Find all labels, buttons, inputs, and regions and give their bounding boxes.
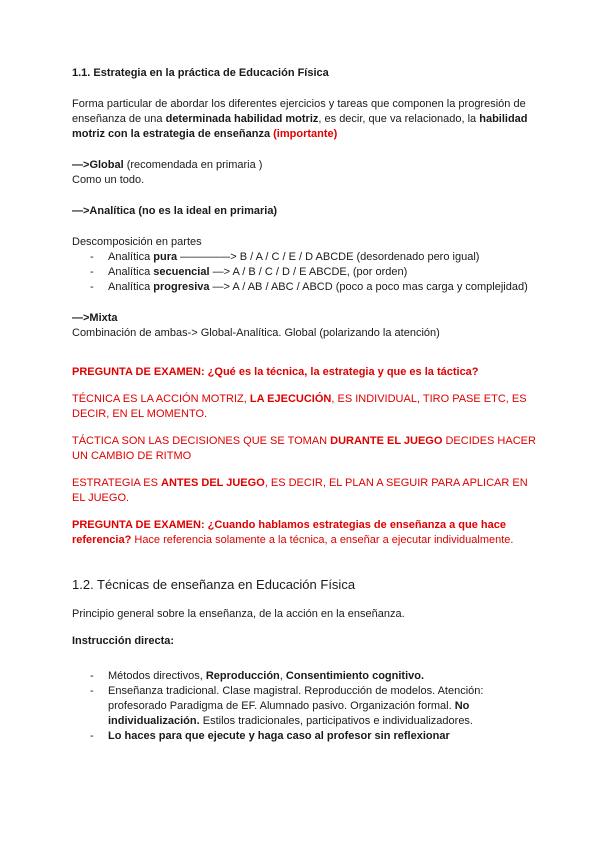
def-bold-2: habilidad motriz con la estrategia de enseñanza (72, 113, 528, 140)
exam-question-1: PREGUNTA DE EXAMEN: ¿Qué es la técnica, la estrategia y que es la táctica? (72, 366, 479, 378)
global-arrow: —> (72, 159, 90, 171)
important-tag: (importante) (273, 128, 338, 140)
estrategia-definition: ESTRATEGIA ES ANTES DEL JUEGO, ES DECIR, EL PLAN A SEGUIR PARA APLICAR EN EL JUEGO. (72, 477, 528, 504)
list-item: - Lo haces para que ejecute y haga caso al profesor sin reflexionar (90, 729, 540, 744)
list-item: - Enseñanza tradicional. Clase magistral. Reproducción de modelos. Atención: profesorado Paradigma de EF. Alumnado pasivo. Organización formal. No individualización. Estilos tradicionales, participativos e individualizadores. (90, 684, 540, 729)
analitica-list (72, 250, 540, 295)
def-bold-1: determinada habilidad motriz (165, 113, 319, 125)
instruccion-directa-heading: Instrucción directa: (72, 635, 175, 647)
list-item: - Analítica pura ———–—> B / A / C / E / D ABCDE (desordenado pero igual) (90, 250, 540, 265)
tecnica-definition: TÉCNICA ES LA ACCIÓN MOTRIZ, LA EJECUCIÓN, ES INDIVIDUAL, TIRO PASE ETC, ES DECIR, EN EL MOMENTO. (72, 393, 527, 420)
global-heading (72, 158, 540, 173)
analitica-heading: —>Analítica (no es la ideal en primaria) (72, 205, 278, 217)
instruccion-directa-list (72, 669, 540, 744)
mixta-description: Combinación de ambas-> Global-Analítica. Global (polarizando la atención) (72, 327, 440, 339)
global-description: Como un todo. (72, 174, 145, 186)
exam-question-2: PREGUNTA DE EXAMEN: ¿Cuando hablamos estrategias de enseñanza a que hace referencia? Hace referencia solamente a la técnica, a enseñar a ejecutar individualmente. (72, 519, 514, 546)
def-text-2: , es decir, que va relacionado, la (318, 113, 480, 125)
mixta-heading: —>Mixta (72, 312, 118, 324)
analitica-intro: Descomposición en partes (72, 236, 202, 248)
section-1-1-title: 1.1. Estrategia en la práctica de Educación Física (72, 67, 329, 79)
strategy-definition (72, 97, 540, 142)
global-label: Global (89, 159, 124, 171)
list-item: - Métodos directivos, Reproducción, Consentimiento cognitivo. (90, 669, 540, 684)
section-1-2-title: 1.2. Técnicas de enseñanza en Educación Física (72, 577, 356, 592)
tactica-definition: TÁCTICA SON LAS DECISIONES QUE SE TOMAN DURANTE EL JUEGO DECIDES HACER UN CAMBIO DE RITMO (72, 435, 536, 462)
def-text-1: Forma particular de abordar los diferentes ejercicios y tareas que componen la progresión de enseñanza de una (72, 98, 526, 125)
section-1-2-intro: Principio general sobre la enseñanza, de la acción en la enseñanza. (72, 608, 405, 620)
list-item: - Analítica progresiva —> A / AB / ABC / ABCD (poco a poco mas carga y complejidad) (90, 280, 540, 295)
global-note: (recomendada en primaria ) (123, 159, 263, 171)
list-item: - Analítica secuencial —> A / B / C / D / E ABCDE, (por orden) (90, 265, 540, 280)
